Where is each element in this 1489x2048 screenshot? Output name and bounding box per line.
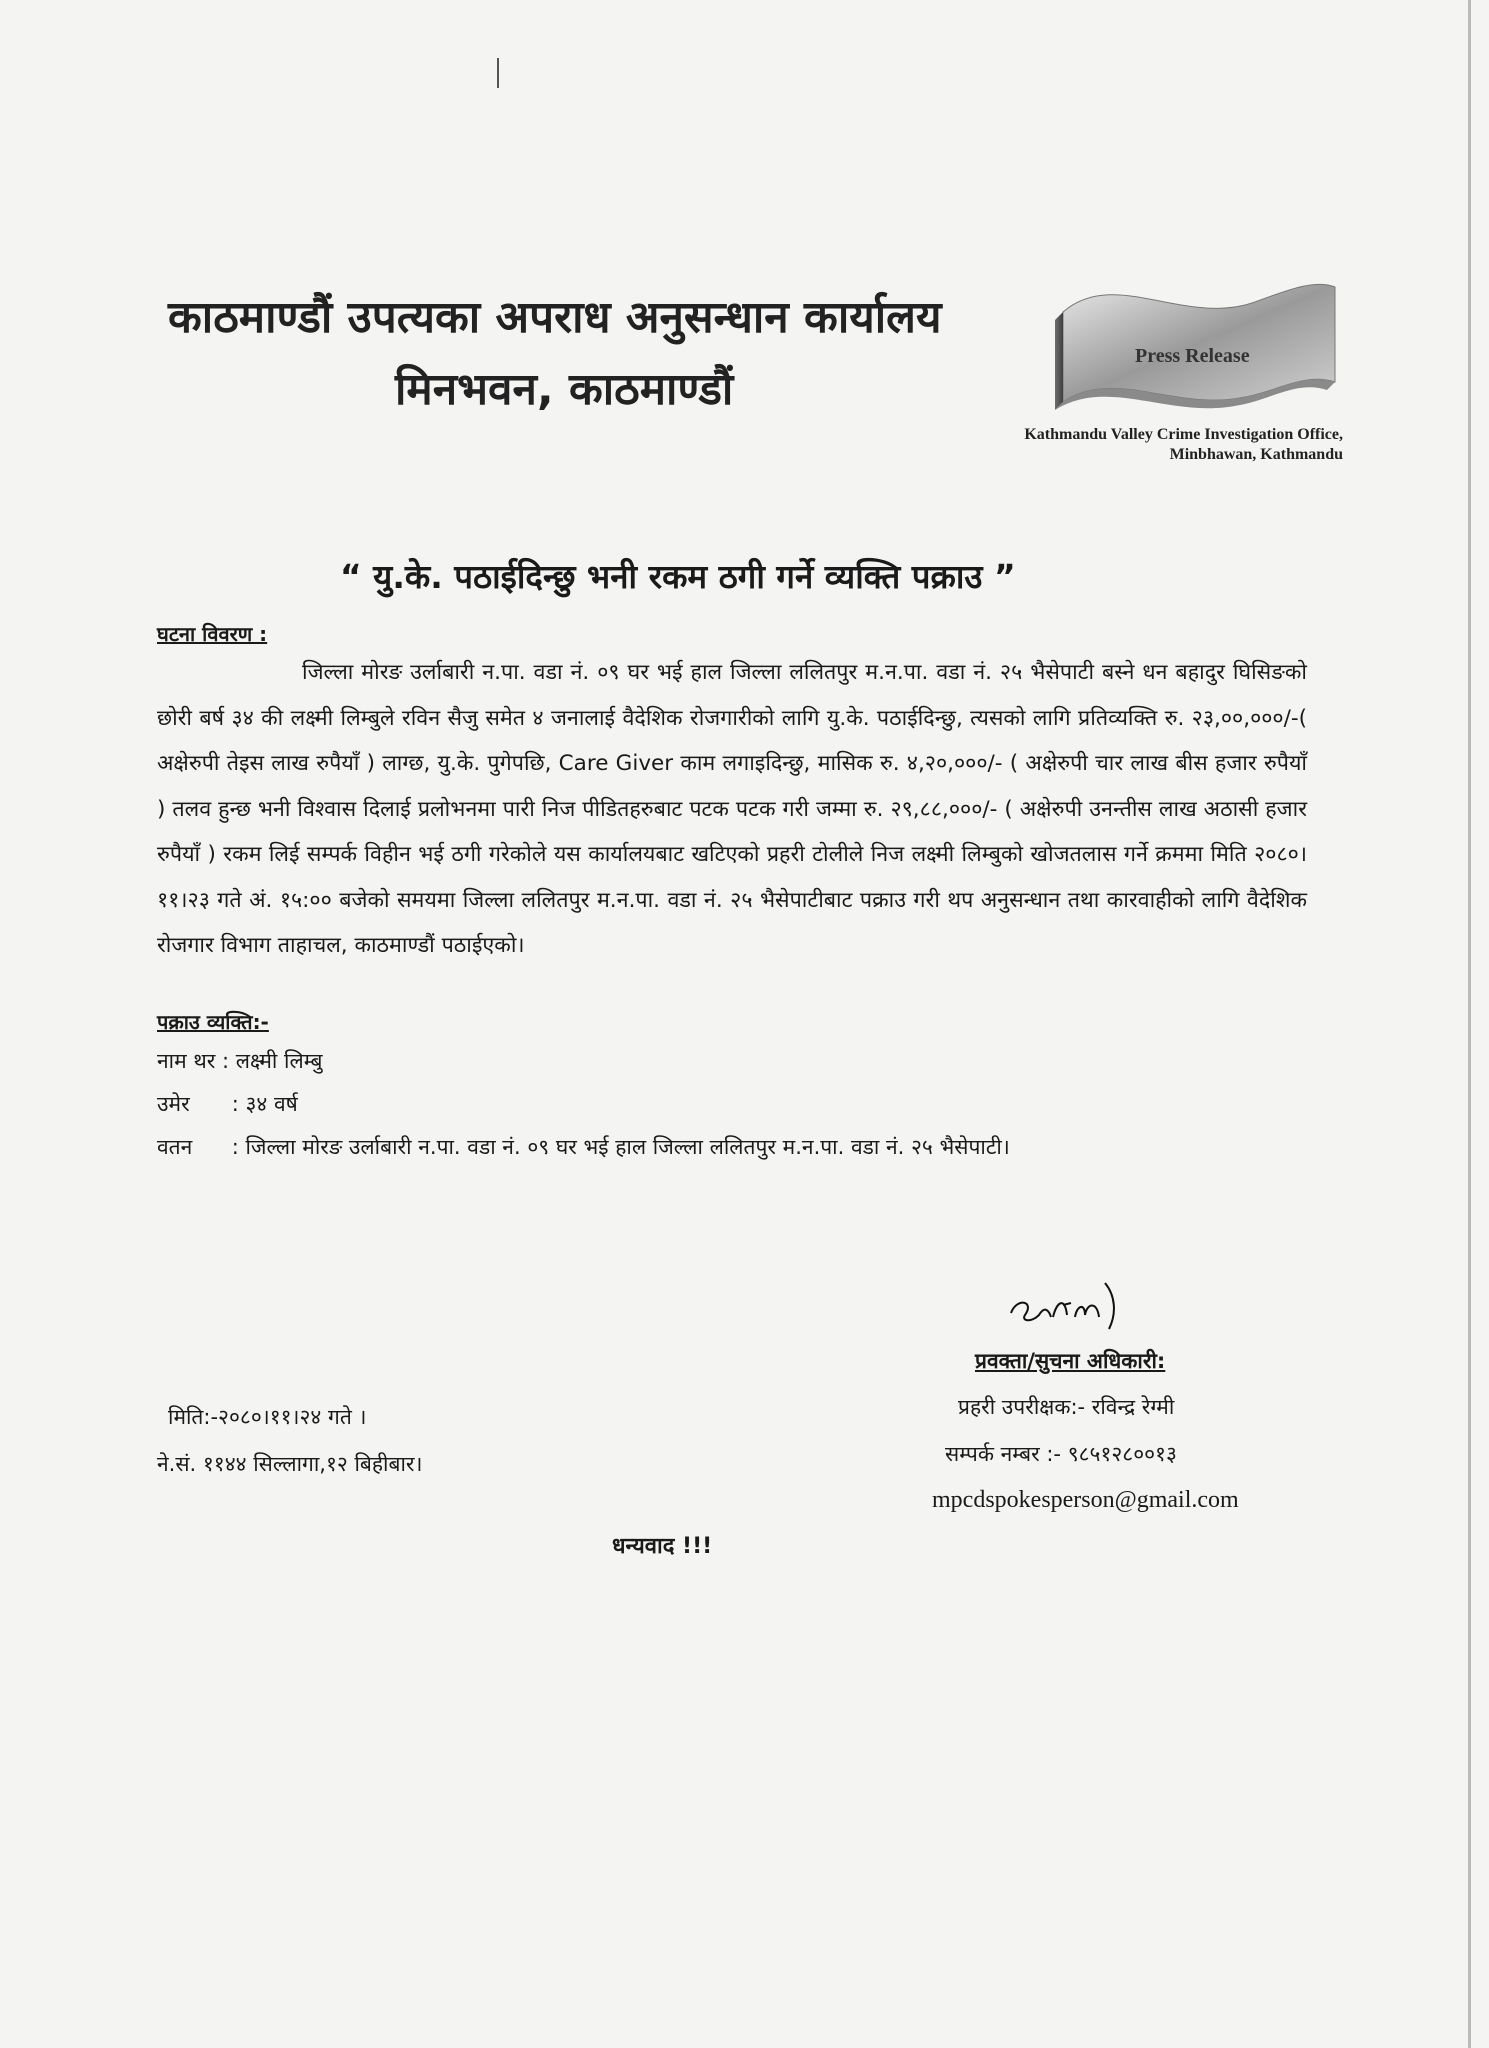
press-release-label: Press Release — [1135, 345, 1250, 367]
closing-thanks: धन्यवाद !!! — [612, 1534, 713, 1559]
arrested-label: पक्राउ व्यक्ति:- — [157, 1010, 269, 1034]
spokesperson-email: mpcdspokesperson@gmail.com — [932, 1487, 1239, 1513]
address-key: वतन — [157, 1135, 193, 1159]
age-value: : ३४ वर्ष — [231, 1092, 298, 1116]
arrested-age-row — [157, 1090, 298, 1118]
name-key: नाम थर : — [157, 1049, 230, 1073]
handwritten-signature — [1005, 1275, 1145, 1339]
address-value: : जिल्ला मोरङ उर्लाबारी न.पा. वडा नं. ०९ घर भई हाल जिल्ला ललितपुर म.न.पा. वडा नं. २५ भैसेपाटी। — [231, 1135, 1010, 1159]
press-release-subject: “ यु.के. पठाईदिन्छु भनी रकम ठगी गर्ने व्यक्ति पक्राउ ” — [340, 557, 1016, 596]
spokesperson-contact: सम्पर्क नम्बर :- ९८५१२८००१३ — [945, 1442, 1177, 1466]
incident-label: घटना विवरण : — [157, 622, 268, 646]
press-release-banner — [1055, 272, 1345, 422]
spokesperson-title: प्रवक्ता/सुचना अधिकारी: — [975, 1349, 1166, 1373]
office-title-line1: काठमाण्डौं उपत्यका अपराध अनुसन्धान कार्यालय — [168, 292, 942, 343]
office-title-line2: मिनभवन, काठमाण्डौं — [395, 364, 734, 415]
name-value: लक्ष्मी लिम्बु — [235, 1049, 323, 1073]
scan-mark — [497, 58, 499, 88]
scan-edge — [1468, 0, 1471, 2048]
office-name-english: Kathmandu Valley Crime Investigation Office, — [1024, 426, 1343, 443]
date-line-bs: मिति:-२०८०।११।२४ गते । — [168, 1405, 367, 1429]
spokesperson-rank-name: प्रहरी उपरीक्षक:- रविन्द्र रेग्मी — [958, 1395, 1175, 1419]
age-key: उमेर — [157, 1092, 190, 1116]
incident-description: जिल्ला मोरङ उर्लाबारी न.पा. वडा नं. ०९ घर भई हाल जिल्ला ललितपुर म.न.पा. वडा नं. २५ भैसेपाटी बस्ने धन बहादुर घिसिङको छोरी बर्ष ३४ की लक्ष्मी लिम्बुले रविन सैजु समेत ४ जनालाई वैदेशिक रोजगारीको लागि यु.के. पठाईदिन्छु, त्यसको लागि प्रतिव्यक्ति रु. २३,००,०००/-( अक्षेरुपी तेइस लाख रुपैयाँ ) लाग्छ, यु.के. पुगेपछि, Care Giver काम लगाइदिन्छु, मासिक रु. ४,२०,०००/- ( अक्षेरुपी चार लाख बीस हजार रुपैयाँ ) तलव हुन्छ भनी विश्वास दिलाई प्रलोभनमा पारी निज पीडितहरुबाट पटक पटक गरी जम्मा रु. २९,८८,०००/- ( अक्षेरुपी उनन्तीस लाख अठासी हजार रुपैयाँ ) रकम लिई सम्पर्क विहीन भई ठगी गरेकोले यस कार्यालयबाट खटिएको प्रहरी टोलीले निज लक्ष्मी लिम्बुको खोजतलास गर्ने क्रममा मिति २०८०।११।२३ गते अं. १५:०० बजेको समयमा जिल्ला ललितपुर म.न.पा. वडा नं. २५ भैसेपाटीबाट पक्राउ गरी थप अनुसन्धान तथा कारवाहीको लागि वैदेशिक रोजगार विभाग ताहाचल, काठमाण्डौं पठाईएको। — [157, 660, 1307, 958]
date-line-nepal-sambat: ने.सं. ११४४ सिल्लागा,१२ बिहीबार। — [157, 1452, 423, 1476]
office-address-english: Minbhawan, Kathmandu — [1169, 446, 1343, 463]
arrested-address-row — [157, 1133, 1010, 1161]
arrested-name-row — [157, 1047, 323, 1075]
